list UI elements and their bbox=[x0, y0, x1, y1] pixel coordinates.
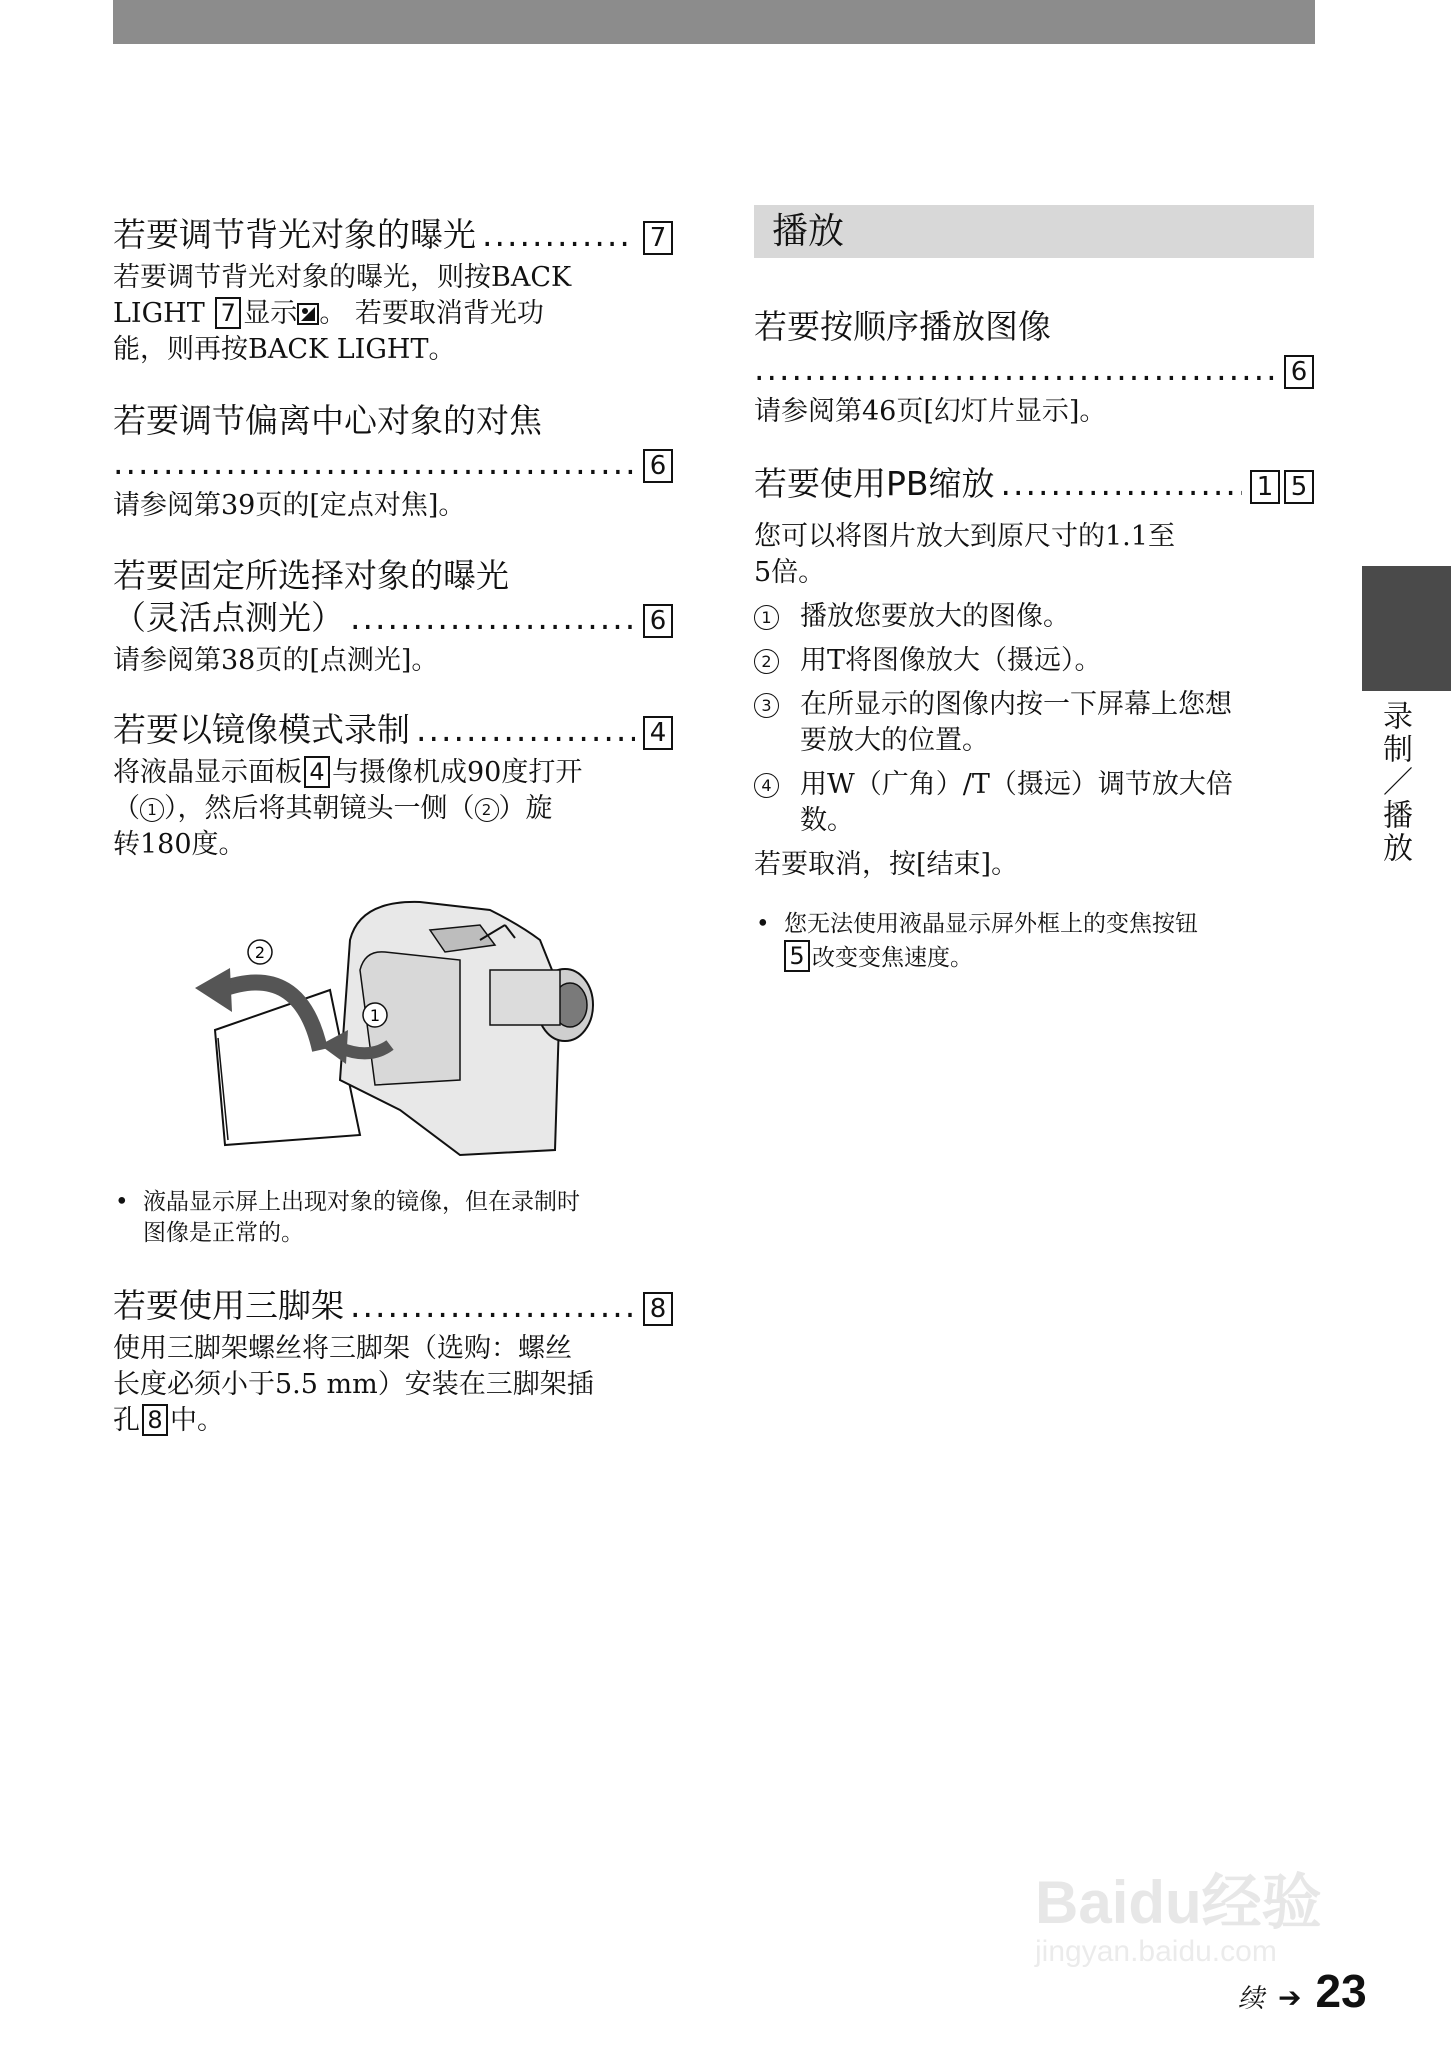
backlight-heading: 若要调节背光对象的曝光 ..... 7 bbox=[113, 214, 673, 256]
backlight-body: 若要调节背光对象的曝光，则按BACK LIGHT 7 显示 。 若要取消背光功 能，则再按BACK LIGHT。 bbox=[113, 262, 572, 365]
tripod-body: 使用三脚架螺丝将三脚架（选购：螺丝 长度必须小于5.5 mm）安装在三脚架插 孔 8 中。 bbox=[113, 1333, 594, 1436]
tripod-heading: 若要使用三脚架 ..... 8 bbox=[113, 1285, 673, 1327]
chapter-label: 录制／播放 bbox=[1377, 700, 1412, 865]
mirror-mode-heading: 若要以镜像模式录制 ..... 4 bbox=[113, 709, 673, 751]
spot-focus-heading: 若要调节偏离中心对象的对焦 bbox=[113, 401, 542, 440]
pb-zoom-heading: 若要使用PB缩放 ..... 1 5 bbox=[754, 463, 1314, 505]
slideshow-section: 若要按顺序播放图像 ..... 6 请参阅第46页[幻灯片显示]。 bbox=[754, 306, 1314, 430]
step-item: 1 播放您要放大的图像。 bbox=[754, 599, 1314, 635]
slideshow-heading: 若要按顺序播放图像 bbox=[754, 307, 1051, 346]
zoom-note: • 您无法使用液晶显示屏外框上的变焦按钮 5 改变变焦速度。 bbox=[754, 909, 1314, 974]
step-item: 3 在所显示的图像内按一下屏幕上您想 要放大的位置。 bbox=[754, 687, 1314, 759]
spot-meter-section: 若要固定所选择对象的曝光 （灵活点测光） ..... 6 请参阅第38页的[点测光]。 bbox=[113, 555, 673, 679]
continued-label: 续 bbox=[1238, 1984, 1265, 2014]
page-footer bbox=[1238, 1964, 1367, 2018]
playback-section-title: 播放 bbox=[754, 205, 1314, 258]
watermark-url: jingyan.baidu.com bbox=[1035, 1935, 1277, 1968]
watermark bbox=[1035, 1855, 1322, 1969]
arrow-right-icon: ➔ bbox=[1278, 1981, 1302, 2014]
step-item: 2 用T将图像放大（摄远）。 bbox=[754, 643, 1314, 679]
header-bar bbox=[113, 0, 1315, 44]
ref-box: 7 bbox=[643, 221, 673, 255]
camcorder-illustration bbox=[160, 880, 630, 1170]
pb-zoom-intro: 您可以将图片放大到原尺寸的1.1至 5倍。 bbox=[754, 521, 1175, 588]
tripod-section bbox=[113, 1285, 673, 1439]
spot-meter-heading: 若要固定所选择对象的曝光 bbox=[113, 556, 509, 595]
label-2: 2 bbox=[254, 943, 266, 962]
spot-focus-section: 若要调节偏离中心对象的对焦 ..... 6 请参阅第39页的[定点对焦]。 bbox=[113, 400, 673, 524]
mirror-mode-section bbox=[113, 709, 673, 863]
watermark-logo: Baidu经验 bbox=[1035, 1869, 1322, 1936]
backlight-section bbox=[113, 214, 673, 368]
cancel-text: 若要取消，按[结束]。 bbox=[754, 849, 1019, 880]
mirror-note: • 液晶显示屏上出现对象的镜像，但在录制时 图像是正常的。 bbox=[113, 1187, 673, 1249]
page-number: 23 bbox=[1315, 1965, 1367, 2017]
backlight-icon bbox=[297, 303, 319, 325]
pb-zoom-steps bbox=[754, 599, 1314, 839]
chapter-tab bbox=[1362, 566, 1451, 691]
label-1: 1 bbox=[369, 1006, 381, 1025]
pb-zoom-section bbox=[754, 463, 1314, 974]
mirror-mode-body: 将液晶显示面板 4 与摄像机成90度打开 （ 1 ），然后将其朝镜头一侧（ 2 ）旋 转180度。 bbox=[113, 757, 583, 860]
step-item: 4 用W（广角）/T（摄远）调节放大倍 数。 bbox=[754, 767, 1314, 839]
